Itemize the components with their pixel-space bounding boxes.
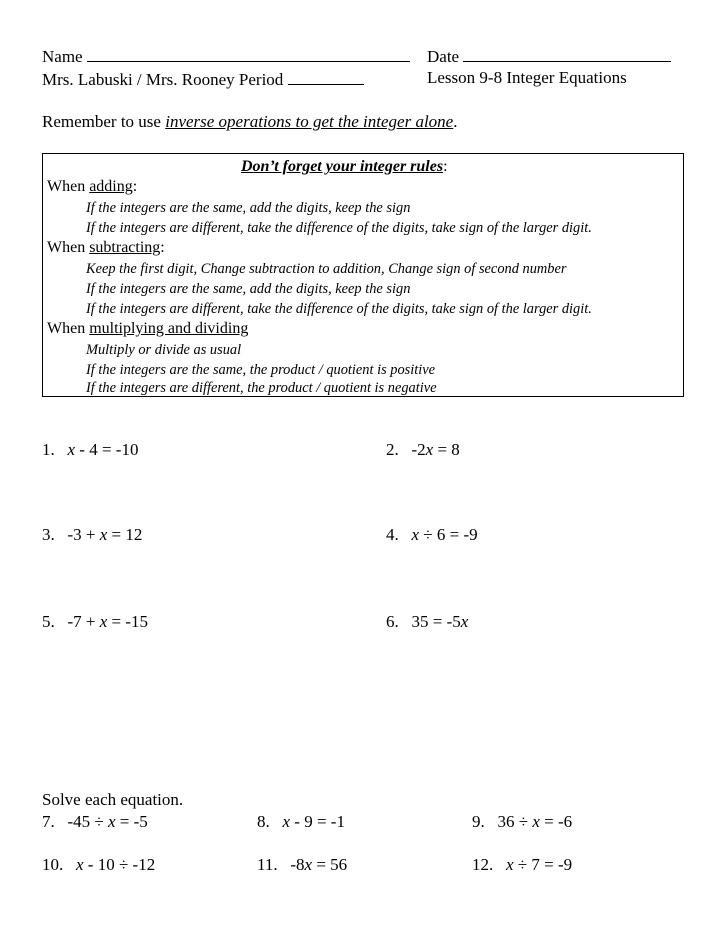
reminder-prefix: Remember to use bbox=[42, 112, 166, 131]
problem-variable: x bbox=[304, 855, 313, 874]
reminder-emphasis: inverse operations to get the integer alone bbox=[165, 112, 454, 131]
rule-term: adding bbox=[89, 178, 133, 195]
problem-7 bbox=[42, 812, 148, 832]
rule-lead: When bbox=[47, 239, 90, 256]
problem-11 bbox=[257, 855, 347, 875]
problem-6 bbox=[386, 612, 468, 632]
rule-section-adding bbox=[47, 177, 137, 197]
problem-pre: -7 + bbox=[67, 612, 100, 631]
problem-9 bbox=[472, 812, 572, 832]
teacher-line bbox=[42, 68, 364, 90]
problem-variable: x bbox=[460, 612, 469, 631]
date-label: Date bbox=[427, 47, 460, 66]
problem-post: ÷ 7 = -9 bbox=[513, 855, 573, 874]
problem-variable: x bbox=[108, 812, 116, 831]
reminder-suffix: . bbox=[453, 112, 458, 131]
rule-item: Multiply or divide as usual bbox=[86, 342, 242, 358]
problem-number: 9. bbox=[472, 812, 485, 831]
problem-number: 3. bbox=[42, 525, 55, 544]
rule-section-multiplying-dividing bbox=[47, 319, 248, 339]
problem-number: 4. bbox=[386, 525, 399, 544]
problem-pre: -3 + bbox=[67, 525, 100, 544]
problem-pre: -2 bbox=[411, 440, 426, 459]
lesson-title: Lesson 9-8 Integer Equations bbox=[427, 68, 627, 87]
problem-number: 12. bbox=[472, 855, 494, 874]
problem-4 bbox=[386, 525, 478, 545]
problem-number: 2. bbox=[386, 440, 399, 459]
name-blank[interactable] bbox=[87, 45, 410, 62]
problem-variable: x bbox=[506, 855, 514, 874]
rules-title-colon: : bbox=[443, 158, 448, 175]
teacher-names: Mrs. Labuski / Mrs. Rooney bbox=[42, 70, 235, 89]
problem-1 bbox=[42, 440, 138, 460]
problem-variable: x bbox=[425, 440, 434, 459]
problem-pre: 35 = -5 bbox=[411, 612, 461, 631]
rule-term: subtracting bbox=[89, 239, 161, 256]
problem-variable: x bbox=[99, 525, 108, 544]
rules-title-text: Don’t forget your integer rules bbox=[241, 158, 444, 175]
problem-post: = 56 bbox=[312, 855, 348, 874]
problem-number: 1. bbox=[42, 440, 55, 459]
problem-variable: x bbox=[532, 812, 540, 831]
problem-10 bbox=[42, 855, 155, 875]
problem-number: 6. bbox=[386, 612, 399, 631]
rule-term: multiplying and dividing bbox=[89, 320, 249, 337]
rule-item: If the integers are different, take the difference of the digits, take sign of the larger digit. bbox=[86, 220, 592, 236]
rule-lead: When bbox=[47, 320, 90, 337]
problem-pre: 36 ÷ bbox=[497, 812, 533, 831]
problem-post: = 8 bbox=[433, 440, 460, 459]
rule-item: If the integers are the same, the product / quotient is positive bbox=[86, 362, 436, 378]
problem-post: = -6 bbox=[539, 812, 573, 831]
problem-post: - 9 = -1 bbox=[290, 812, 345, 831]
rules-title bbox=[241, 157, 448, 177]
problem-post: - 4 = -10 bbox=[75, 440, 139, 459]
solve-heading: Solve each equation. bbox=[42, 790, 184, 809]
problem-number: 11. bbox=[257, 855, 278, 874]
rule-colon: : bbox=[160, 239, 165, 256]
problem-post: = 12 bbox=[107, 525, 143, 544]
period-label: Period bbox=[238, 70, 284, 89]
integer-rules-box bbox=[42, 153, 684, 397]
problem-variable: x bbox=[411, 525, 420, 544]
problem-8 bbox=[257, 812, 345, 832]
rule-lead: When bbox=[47, 178, 90, 195]
problem-5 bbox=[42, 612, 148, 632]
rule-item: If the integers are different, the product / quotient is negative bbox=[86, 380, 437, 396]
name-label: Name bbox=[42, 47, 83, 66]
problem-post: = -5 bbox=[115, 812, 148, 831]
problem-post: = -15 bbox=[107, 612, 149, 631]
rule-item: If the integers are the same, add the digits, keep the sign bbox=[86, 281, 411, 297]
problem-pre: -8 bbox=[290, 855, 305, 874]
problem-pre: -45 ÷ bbox=[67, 812, 108, 831]
rule-item: If the integers are the same, add the digits, keep the sign bbox=[86, 200, 411, 216]
problem-12 bbox=[472, 855, 572, 875]
problem-2 bbox=[386, 440, 460, 460]
problem-number: 8. bbox=[257, 812, 270, 831]
problem-number: 5. bbox=[42, 612, 55, 631]
problem-number: 7. bbox=[42, 812, 55, 831]
date-blank[interactable] bbox=[463, 45, 671, 62]
name-line bbox=[42, 45, 410, 67]
rule-colon: : bbox=[132, 178, 138, 195]
rule-item: If the integers are different, take the difference of the digits, take sign of the larger digit. bbox=[86, 301, 592, 317]
problem-variable: x bbox=[282, 812, 291, 831]
rule-item: Keep the first digit, Change subtraction to addition, Change sign of second number bbox=[86, 261, 567, 277]
rule-section-subtracting bbox=[47, 238, 165, 258]
date-line bbox=[427, 45, 671, 67]
problem-3 bbox=[42, 525, 142, 545]
reminder bbox=[42, 112, 457, 132]
problem-variable: x bbox=[99, 612, 108, 631]
problem-post: - 10 ÷ -12 bbox=[83, 855, 156, 874]
problem-post: ÷ 6 = -9 bbox=[419, 525, 478, 544]
problem-variable: x bbox=[76, 855, 84, 874]
period-blank[interactable] bbox=[288, 68, 364, 85]
problem-number: 10. bbox=[42, 855, 64, 874]
problem-variable: x bbox=[67, 440, 76, 459]
